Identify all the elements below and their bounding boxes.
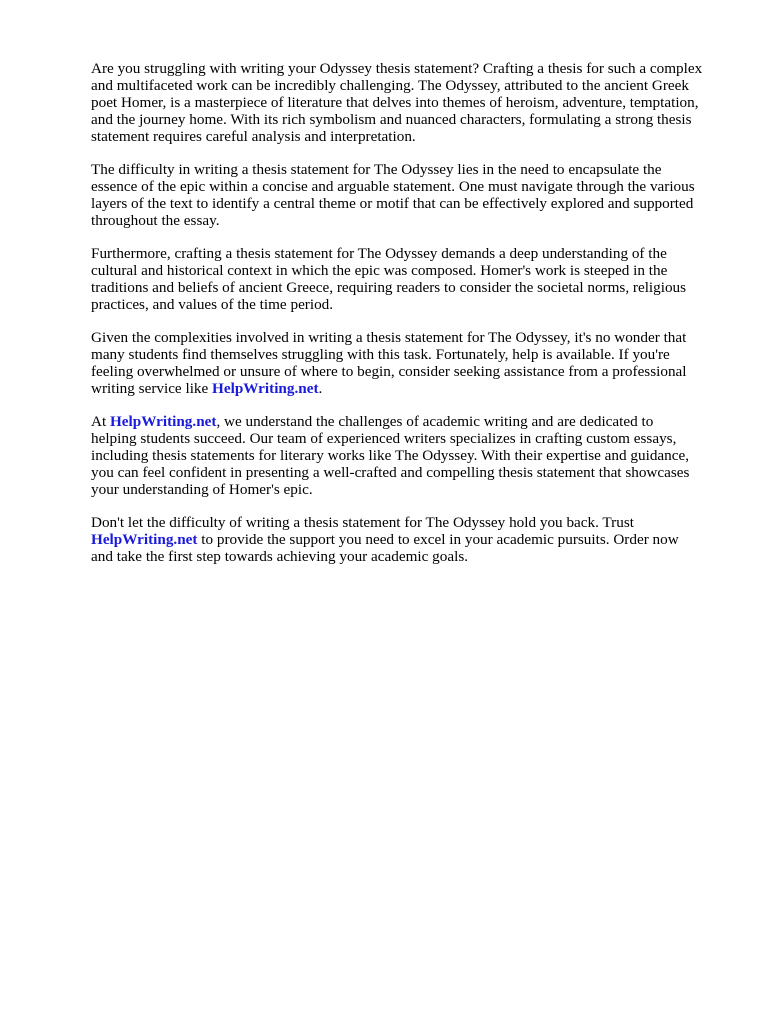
paragraph-text: Are you struggling with writing your Odyssey thesis statement? Crafting a thesis for such a complex and multifaceted work can be incredibly challenging. The Odyssey, attributed to the ancient Greek poet Homer, is a masterpiece of literature that delves into themes of heroism, adventure, temptation, and the journey home. With its rich symbolism and nuanced characters, formulating a strong thesis statement requires careful analysis and interpretation.: [91, 60, 703, 145]
paragraph-closing: [91, 514, 731, 565]
paragraph-text: Don't let the difficulty of writing a thesis statement for The Odyssey hold you back. Trust: [91, 514, 634, 531]
paragraph-text: At: [91, 413, 110, 430]
paragraph-context: [91, 245, 731, 313]
paragraph-text: .: [318, 380, 323, 397]
helpwriting-link[interactable]: HelpWriting.net: [109, 413, 217, 430]
paragraph-text: , we understand the challenges of academic writing and are dedicated to helping students succeed. Our team of experienced writers specializes in crafting custom essays, including thesis statements for literary works like The Odyssey. With their expertise and guidance, you can feel confident in presenting a well-crafted and compelling thesis statement that showcases your understanding of Homer's epic.: [91, 413, 690, 498]
paragraph-service: [91, 413, 731, 498]
helpwriting-link[interactable]: HelpWriting.net: [91, 531, 198, 548]
paragraph-intro: [91, 60, 731, 145]
paragraph-difficulty: [91, 161, 731, 229]
document-body: [91, 60, 731, 581]
helpwriting-link[interactable]: HelpWriting.net: [212, 380, 319, 397]
paragraph-help: [91, 329, 731, 397]
paragraph-text: Given the complexities involved in writing a thesis statement for The Odyssey, it's no wonder that many students find themselves struggling with this task. Fortunately, help is available. If you're feeling overwhelmed or unsure of where to begin, consider seeking assistance from a professional writing service like: [91, 329, 687, 397]
paragraph-text: Furthermore, crafting a thesis statement for The Odyssey demands a deep understanding of the cultural and historical context in which the epic was composed. Homer's work is steeped in the traditions and beliefs of ancient Greece, requiring readers to consider the societal norms, religious practices, and values of the time period.: [91, 245, 687, 313]
paragraph-text: The difficulty in writing a thesis statement for The Odyssey lies in the need to encapsulate the essence of the epic within a concise and arguable statement. One must navigate through the various layers of the text to identify a central theme or motif that can be effectively explored and supported throughout the essay.: [91, 161, 695, 229]
paragraph-text: to provide the support you need to excel in your academic pursuits. Order now and take the first step towards achieving your academic goals.: [91, 531, 679, 565]
